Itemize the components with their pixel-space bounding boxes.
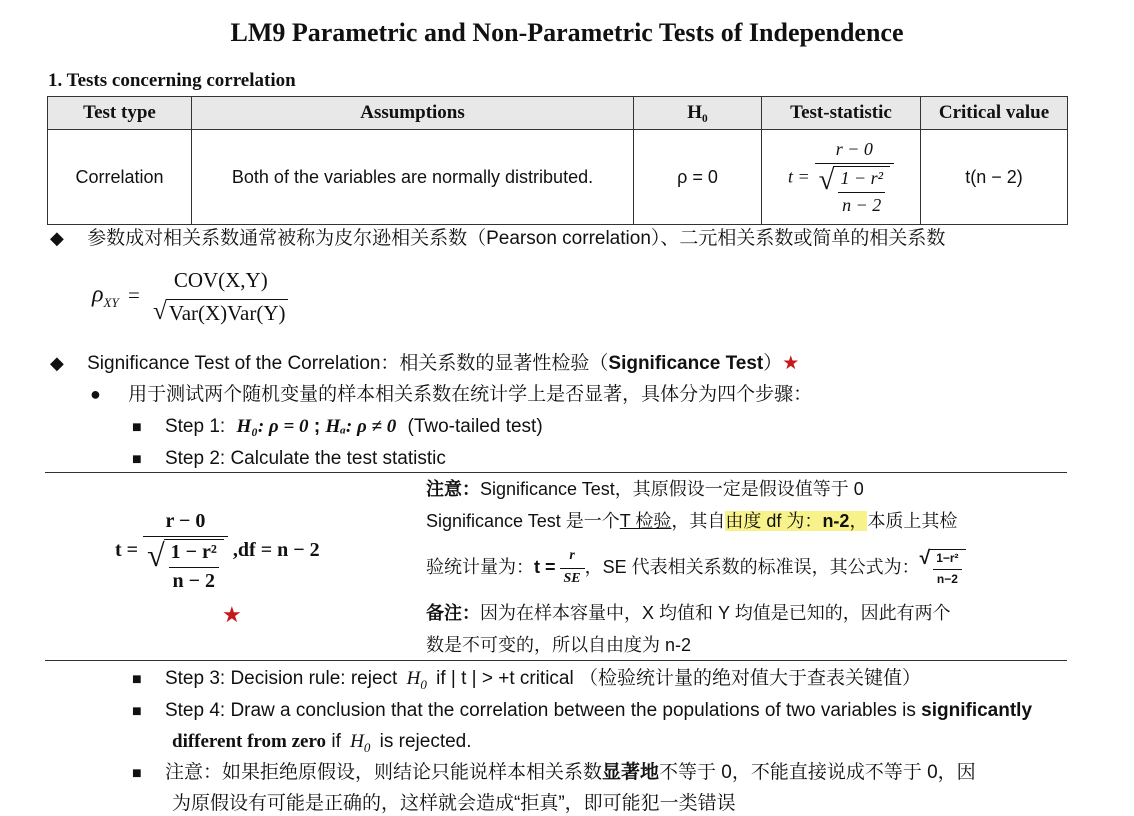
box-line2-highlight: 由度 df 为： (725, 511, 823, 531)
box-line3-a: 验统计量为： (426, 557, 534, 577)
rho-symbol: ρ (92, 281, 104, 308)
cell-test-type: Correlation (48, 130, 192, 225)
rho-denominator: Var(X)Var(Y) (166, 299, 289, 326)
step4-pre: Step 4: Draw a conclusion that the correlation between the populations of two variables is (164, 700, 916, 721)
diamond-bullet-icon: ◆ (50, 353, 64, 373)
step4-post: is rejected. (379, 731, 472, 752)
step3-h-sub: 0 (420, 676, 427, 692)
star-icon: ★ (782, 353, 800, 374)
box-bottom-divider (45, 660, 1067, 661)
dot-bullet-icon: ● (90, 384, 101, 404)
stat-numerator: r − 0 (835, 138, 873, 159)
box-t-num: r − 0 (165, 510, 206, 532)
header-critical-value: Critical value (921, 97, 1068, 130)
step4-bold1: significantly (921, 700, 1033, 721)
box-line4-text: 因为在样本容量中，X 均值和 Y 均值是已知的，因此有两个 (480, 603, 951, 623)
step1-note: (Two-tailed test) (407, 416, 543, 437)
final-note-line (132, 762, 976, 785)
square-bullet-icon: ■ (132, 451, 142, 468)
section-heading: 1. Tests concerning correlation (48, 70, 296, 91)
cell-test-statistic (762, 130, 921, 225)
pearson-note: 参数成对相关系数通常被称为皮尔逊相关系数（Pearson correlation）、二元相关系数或简单的相关系数 (87, 228, 946, 249)
sig-test-post: ） (763, 353, 783, 374)
box-line1-text: Significance Test，其原假设一定是假设值等于 0 (480, 479, 864, 499)
rho-equals: = (127, 282, 140, 307)
star-icon: ★ (222, 602, 242, 627)
square-bullet-icon: ■ (132, 765, 142, 782)
box-line-3 (426, 548, 966, 588)
cell-assumptions: Both of the variables are normally distributed. (192, 130, 634, 225)
step1-sep: ; (313, 416, 321, 437)
header-test-statistic: Test-statistic (762, 97, 921, 130)
box-line2-a: Significance Test 是一个 (426, 511, 620, 531)
header-assumptions: Assumptions (192, 97, 634, 130)
sig-test-line (50, 353, 799, 376)
step3-pre: Step 3: Decision rule: reject (164, 668, 398, 689)
box-line-2 (426, 511, 957, 533)
final-note-pre: 注意：如果拒绝原假设，则结论只能说样本相关系数 (164, 762, 602, 783)
box-line2-b: ，其自 (671, 511, 726, 531)
final-note-line-2: 为原假设有可能是正确的，这样就会造成“拒真”，即可能犯一类错误 (172, 793, 736, 814)
note-label: 注意： (426, 479, 480, 499)
box-t-fraction: r − 0 √ $\frac{\text{1 − r²}}{n - 2}$ (143, 510, 228, 593)
box-line3-den: SE (560, 568, 585, 588)
stat-den-num: 1 − r² (840, 167, 884, 188)
box-line3-b: ，SE 代表相关系数的标准误，其公式为： (584, 557, 920, 577)
step4-h-sub: 0 (363, 739, 371, 755)
page-title: LM9 Parametric and Non-Parametric Tests of Independence (230, 18, 904, 47)
box-t-lhs: t = (115, 539, 139, 562)
tests-table (47, 96, 1068, 225)
step1-h0: H₀: ρ = 0 (236, 416, 309, 437)
rho-numerator: COV(X,Y) (173, 268, 268, 292)
sig-test-bold: Significance Test (608, 353, 764, 374)
remark-label: 备注： (426, 603, 480, 623)
step3-line (132, 668, 921, 692)
box-line2-underlined: T 检验 (619, 511, 672, 531)
rho-formula (92, 268, 292, 326)
box-line2-c: 本质上其检 (867, 511, 958, 531)
box-line-1 (426, 479, 864, 501)
table-header-row (48, 97, 1068, 130)
sig-test-pre: Significance Test of the Correlation：相关系数的显著性检验（ (87, 353, 609, 374)
box-formula (115, 510, 320, 593)
four-steps-text: 用于测试两个随机变量的样本相关系数在统计学上是否显著，具体分为四个步骤： (128, 384, 813, 405)
step2-text: Step 2: Calculate the test statistic (164, 448, 446, 469)
box-t-den-den: n − 2 (169, 567, 220, 593)
box-line3-num: r (569, 548, 575, 563)
step3-post: if | t | > +t critical （检验统计量的绝对值大于查表关键值） (436, 668, 922, 689)
step4-mid: if (331, 731, 341, 752)
step1-ha: Hₐ: ρ ≠ 0 (325, 416, 397, 437)
box-line2-highlight-comma: ， (849, 511, 868, 531)
box-line3-sq-den: n−2 (933, 569, 962, 586)
step1-label: Step 1: (164, 416, 226, 437)
step2-line (132, 448, 446, 471)
header-test-type: Test type (48, 97, 192, 130)
four-steps-line (90, 384, 812, 407)
step4-line (132, 700, 1032, 723)
step4-h: H (350, 731, 364, 752)
step4-line-2 (172, 731, 472, 755)
stat-lhs: t = (787, 165, 810, 186)
rho-fraction: COV(X,Y) √ Var(X)Var(Y) (149, 268, 292, 326)
final-note-bold: 显著地 (601, 762, 659, 783)
step1-line (132, 416, 543, 439)
box-line3-t: t = (534, 557, 556, 577)
stat-sqrt: √ $\frac{\text{1 − r²}}{n - 2}$ (819, 166, 890, 216)
box-line3-fraction (560, 548, 585, 588)
square-bullet-icon: ■ (132, 671, 142, 688)
cell-h0: ρ = 0 (634, 130, 762, 225)
stat-den-den: n − 2 (838, 192, 885, 216)
diamond-bullet-icon: ◆ (50, 228, 64, 248)
cell-critical-value: t(n − 2) (921, 130, 1068, 225)
box-line2-highlight-bold: n-2 (822, 511, 850, 531)
square-bullet-icon: ■ (132, 703, 142, 720)
step4-bold2: different from zero (172, 731, 327, 752)
table-row (48, 130, 1068, 225)
box-top-divider (45, 472, 1067, 473)
square-bullet-icon: ■ (132, 419, 142, 436)
box-line3-sq-num: 1−r² (936, 551, 959, 566)
stat-fraction (815, 139, 894, 216)
rho-subscript: XY (103, 294, 119, 310)
box-line3-sqrt: √ $\frac{\text{1−r²}}{n-2}$ (920, 549, 966, 586)
box-df: ,df = n − 2 (232, 539, 320, 562)
pearson-note-line (50, 228, 945, 251)
box-line-4 (426, 603, 951, 625)
final-note-post: 不等于 0，不能直接说成不等于 0，因 (658, 762, 976, 783)
step3-h: H (406, 668, 421, 689)
header-h0: H₀ (634, 97, 762, 130)
box-t-den-num: 1 − r² (170, 541, 217, 563)
box-line-5: 数是不可变的，所以自由度为 n-2 (426, 635, 692, 655)
